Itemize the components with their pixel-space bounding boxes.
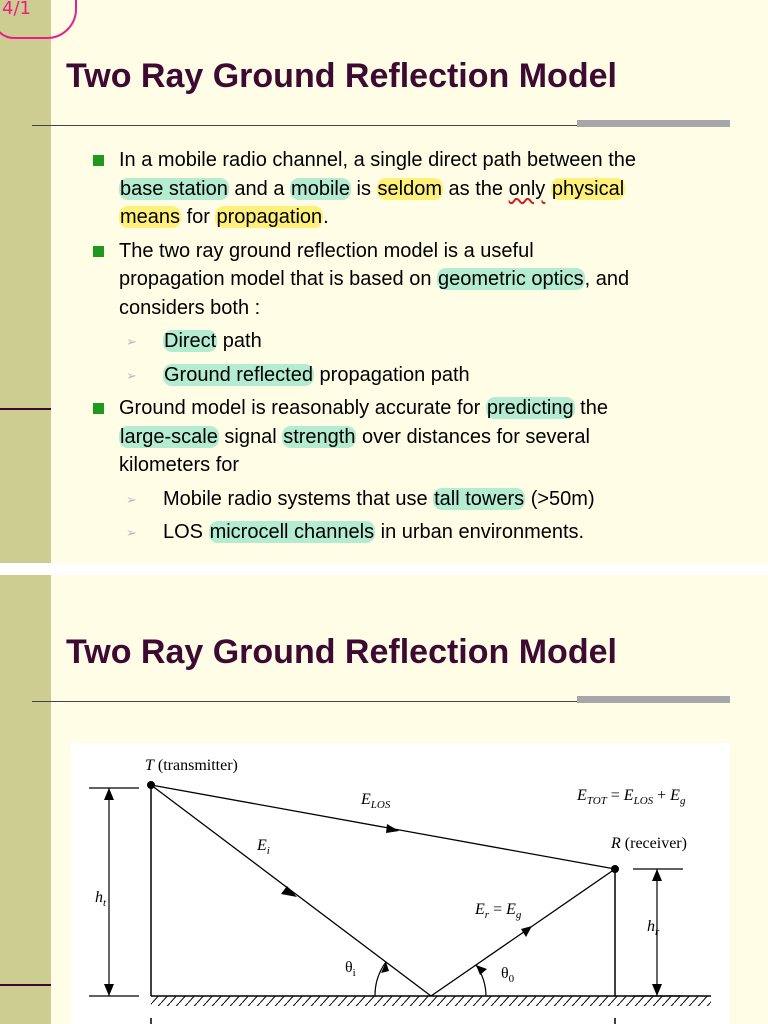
bullet-line [119,146,636,175]
incident-label: $E_i$ [257,837,270,858]
highlighted-text: strength [283,425,356,448]
bullet-line [119,265,629,294]
highlighted-text: large-scale [120,425,218,448]
highlighted-text: Ground reflected [164,363,313,386]
bullet-line [119,394,608,423]
title-rule-accent [577,120,730,127]
receiver-label: R (receiver) [611,835,687,852]
hr-arrow-top [652,869,662,881]
sub-bullet-arrow-icon: ➢ [126,525,137,540]
slide-title: Two Ray Ground Reflection Model [66,633,617,671]
theta-i-label: $\theta_i$ [345,959,356,980]
total-equation: $E_{TOT} = E_{LOS} + E_g$ [577,787,686,808]
text-run: propagation path [313,363,470,386]
bullet-line [119,451,239,480]
bullet-line [119,237,534,266]
ht-label: $h_t$ [95,889,107,910]
highlighted-text: propagation [216,206,323,228]
text-run: signal [218,425,283,448]
text-run: considers both : [119,296,261,319]
text-run: path [217,330,262,352]
text-run: Mobile radio systems that use [163,487,434,510]
highlighted-text: means [120,206,181,228]
text-run: propagation model that is based on [119,268,437,290]
los-label: $E_{LOS}$ [361,791,391,812]
text-run: as the [443,177,509,200]
text-run: is [350,177,377,200]
highlighted-text: tall towers [434,487,525,510]
text-run: LOS [163,521,209,543]
text-run: The two ray ground reflection model is a useful [119,239,534,262]
diagram-drawing [71,743,730,1024]
incident-arrow [281,886,297,897]
highlighted-text: only [508,177,546,200]
text-run: over distances for several [356,425,590,448]
highlighted-text: base station [120,177,228,200]
text-run: In a mobile radio channel, a single direct path between the [119,149,637,171]
hr-label: $h_r$ [647,918,660,939]
slide-gap [0,563,768,575]
bullet-square-icon [93,403,104,414]
theta-0-arc-arrow [476,965,487,975]
text-run: . [323,206,329,228]
text-run: Ground model is reasonably accurate for [119,397,486,419]
sub-bullet-line [163,485,595,514]
slide-2 [0,575,768,1024]
highlighted-text: microcell channels [209,521,375,543]
sub-bullet-line [163,361,470,390]
sub-bullet-line [163,518,584,547]
left-accent-bar [0,575,51,1024]
left-accent-bar [0,0,51,563]
title-rule-accent [577,696,730,703]
side-tick [0,984,51,986]
sub-bullet-line [163,327,262,356]
bullet-square-icon [93,155,104,166]
highlighted-text: mobile [291,177,350,200]
annotation-text: 4/1 [2,0,31,19]
sub-bullet-arrow-icon: ➢ [126,334,137,349]
transmitter-label: T (transmitter) [145,757,238,774]
text-run: for [181,206,216,228]
text-run: in urban environments. [375,521,585,543]
highlighted-text: Direct [164,330,217,352]
text-run: the [574,397,608,419]
highlighted-text: seldom [377,177,442,200]
bullet-line [119,203,329,232]
ht-arrow-top [104,788,114,800]
sub-bullet-arrow-icon: ➢ [126,491,137,507]
theta-0-label: $\theta_0$ [501,965,515,986]
handwritten-annotation [0,0,77,39]
highlighted-text: physical [551,177,625,200]
sub-bullet-arrow-icon: ➢ [126,367,137,383]
text-run: kilometers for [119,454,240,476]
ground-hatching [151,996,711,1006]
reflected-equation: $E_r = E_g$ [475,901,522,922]
text-run: , and [584,268,630,290]
highlighted-text: predicting [486,397,574,419]
reflected-ray [431,869,615,996]
slide-title: Two Ray Ground Reflection Model [66,57,617,95]
side-tick [0,408,51,410]
two-ray-diagram [71,743,730,1024]
reflected-arrow [521,926,532,937]
bullet-line [119,294,260,323]
text-run: and a [228,177,291,200]
bullet-line [119,423,590,452]
bullet-square-icon [93,246,104,257]
text-run: (>50m) [525,487,595,510]
ht-arrow-bottom [104,984,114,996]
bullet-line [119,175,625,204]
los-arrow [386,824,399,833]
hr-arrow-bottom [652,984,662,996]
highlighted-text: geometric optics [438,268,584,290]
